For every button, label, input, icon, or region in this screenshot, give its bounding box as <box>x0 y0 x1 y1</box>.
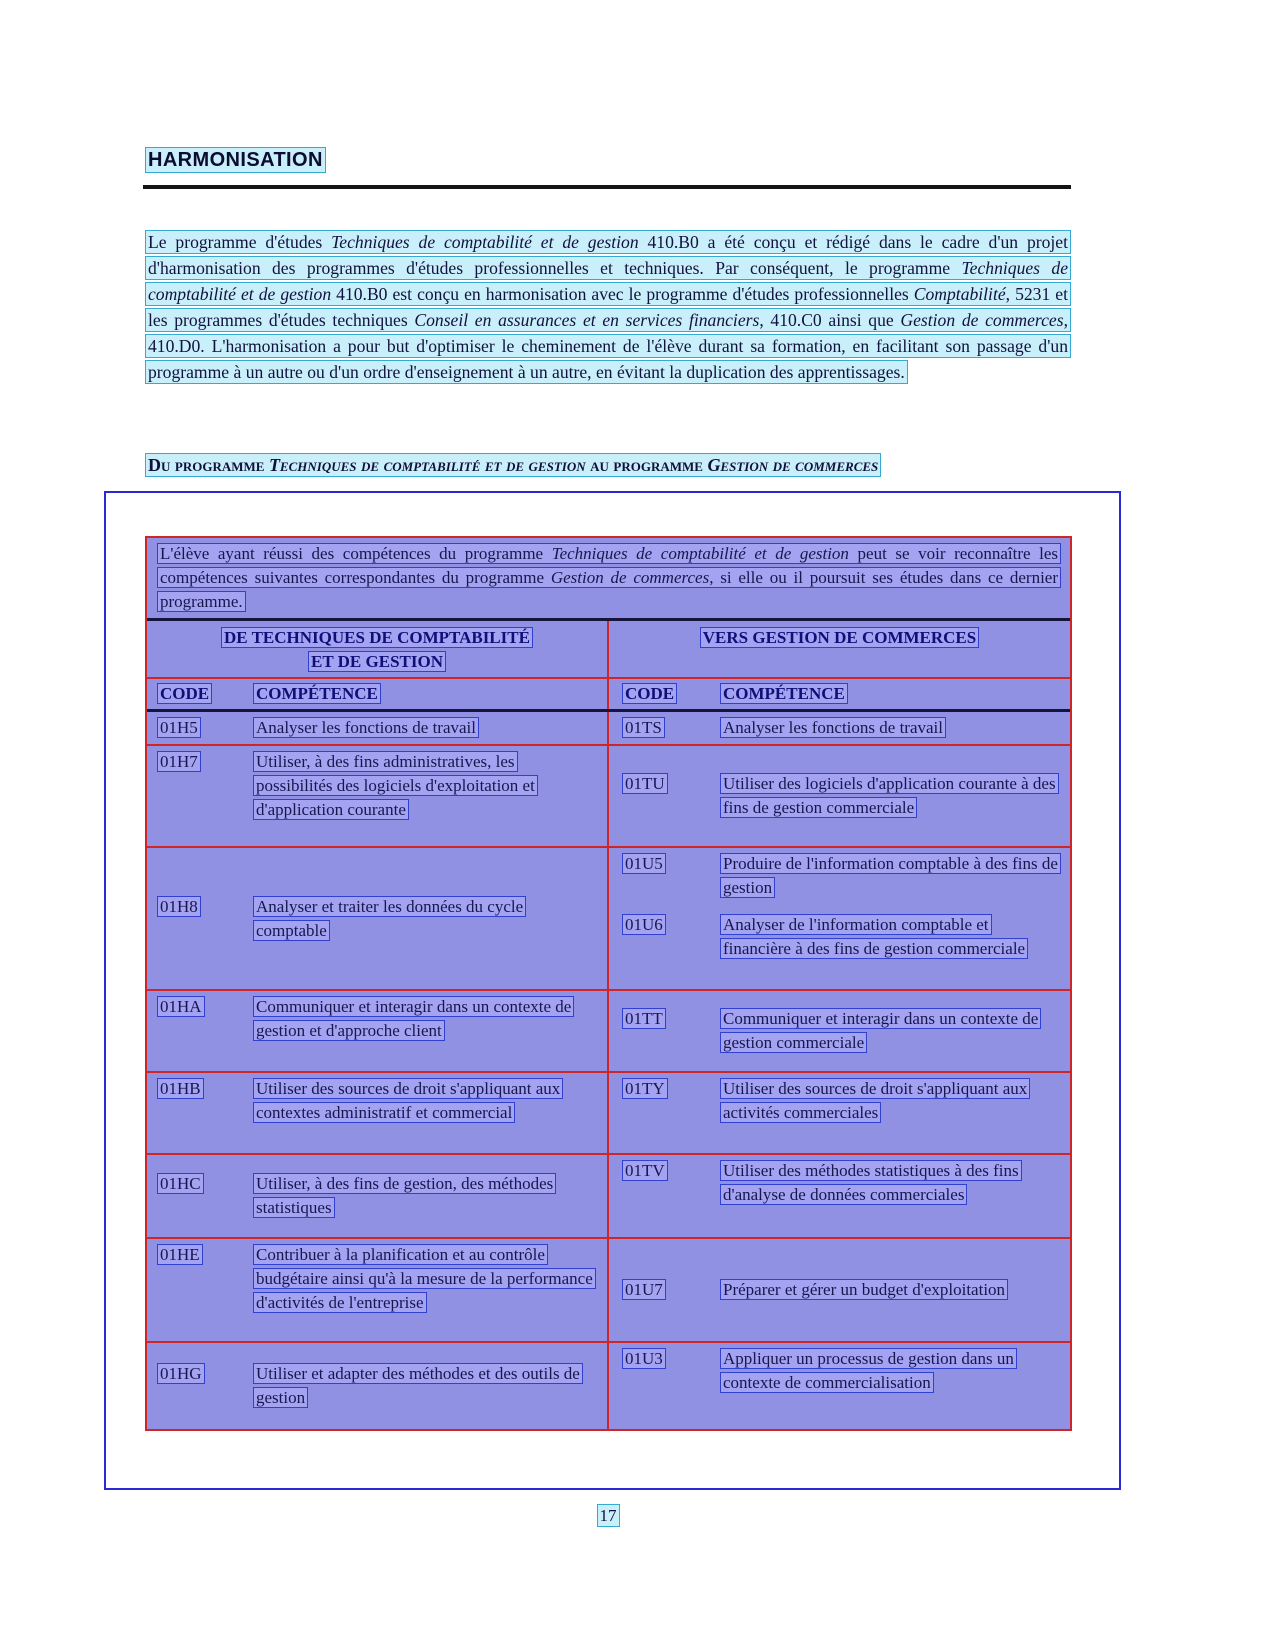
competency-code: 01U3 <box>622 1348 666 1369</box>
table-row <box>147 991 1070 1073</box>
page-title <box>145 149 326 172</box>
left-cell <box>147 1239 607 1341</box>
left-cell <box>147 1073 607 1153</box>
competency-code: 01HE <box>157 1244 203 1265</box>
left-cell <box>147 991 607 1071</box>
competency-code: 01TY <box>622 1078 668 1099</box>
competency-text: Contribuer à la planification et au contrôle budgétaire ainsi qu'à la mesure de la performance d'activités de l'entreprise <box>253 1244 596 1313</box>
competency-table <box>145 536 1072 1431</box>
competency-text: Utiliser des sources de droit s'appliquant aux contextes administratif et commercial <box>253 1078 563 1123</box>
competency-text: Utiliser, à des fins administratives, les possibilités des logiciels d'exploitation et d'application courante <box>253 751 538 820</box>
competency-text: Préparer et gérer un budget d'exploitation <box>720 1279 1008 1300</box>
right-cell <box>607 1073 1070 1153</box>
competence-header: COMPÉTENCE <box>720 683 848 704</box>
right-cell <box>607 746 1070 846</box>
table-column-headers <box>147 621 1070 679</box>
left-column-header-line1: DE TECHNIQUES DE COMPTABILITÉ <box>221 627 533 648</box>
competency-code: 01TU <box>622 773 668 794</box>
left-cell <box>147 848 607 989</box>
competency-text: Analyser et traiter les données du cycle comptable <box>253 896 526 941</box>
page-number <box>145 1506 1071 1526</box>
competency-code: 01HA <box>157 996 205 1017</box>
competency-code: 01U5 <box>622 853 666 874</box>
left-cell <box>147 746 607 846</box>
intro-paragraph <box>145 229 1071 385</box>
competency-code: 01HB <box>157 1078 204 1099</box>
competency-text: Analyser les fonctions de travail <box>253 717 479 738</box>
right-column-header <box>607 621 1070 677</box>
left-column-header-line2: ET DE GESTION <box>308 651 446 672</box>
right-cell <box>607 848 1070 989</box>
competency-code: 01H7 <box>157 751 201 772</box>
section-heading <box>145 451 1071 479</box>
right-subheader <box>607 679 1070 709</box>
section-heading-text: Du programme Techniques de comptabilité et de gestion au programme Gestion de commerces <box>145 453 881 477</box>
competency-text: Utiliser, à des fins de gestion, des méthodes statistiques <box>253 1173 556 1218</box>
competency-code: 01TV <box>622 1160 668 1181</box>
table-row <box>147 712 1070 746</box>
right-cell <box>607 1155 1070 1237</box>
competency-text: Appliquer un processus de gestion dans un contexte de commercialisation <box>720 1348 1017 1393</box>
right-cell <box>607 712 1070 744</box>
competency-text: Communiquer et interagir dans un contexte de gestion commerciale <box>720 1008 1041 1053</box>
table-row <box>147 848 1070 991</box>
code-header: CODE <box>622 683 677 704</box>
competency-text: Utiliser des méthodes statistiques à des fins d'analyse de données commerciales <box>720 1160 1022 1205</box>
table-row <box>147 1343 1070 1429</box>
competency-text: Utiliser des logiciels d'application courante à des fins de gestion commerciale <box>720 773 1059 818</box>
right-column-header-text: VERS GESTION DE COMMERCES <box>700 627 979 648</box>
competency-text: Utiliser et adapter des méthodes et des outils de gestion <box>253 1363 583 1408</box>
table-intro-text: L'élève ayant réussi des compétences du programme Techniques de comptabilité et de gestion peut se voir reconnaître les compétences suivantes correspondantes du programme Gestion de commerces, si elle ou il poursuit ses études dans ce dernier programme. <box>157 543 1061 612</box>
table-subheader <box>147 679 1070 712</box>
table-row <box>147 746 1070 848</box>
right-cell <box>607 991 1070 1071</box>
right-cell <box>607 1343 1070 1429</box>
competence-header: COMPÉTENCE <box>253 683 381 704</box>
code-header: CODE <box>157 683 212 704</box>
table-row <box>147 1239 1070 1343</box>
left-column-header <box>147 621 607 677</box>
competency-text: Utiliser des sources de droit s'appliquant aux activités commerciales <box>720 1078 1030 1123</box>
competency-code: 01HG <box>157 1363 205 1384</box>
competency-code: 01HC <box>157 1173 204 1194</box>
competency-text: Produire de l'information comptable à des fins de gestion <box>720 853 1061 898</box>
competency-code: 01TS <box>622 717 665 738</box>
table-row <box>147 1073 1070 1155</box>
table-row <box>147 1155 1070 1239</box>
competency-text: Analyser les fonctions de travail <box>720 717 946 738</box>
table-intro <box>147 538 1070 621</box>
competency-code: 01H8 <box>157 896 201 917</box>
competency-text: Analyser de l'information comptable et financière à des fins de gestion commerciale <box>720 914 1028 959</box>
competency-text: Communiquer et interagir dans un contexte de gestion et d'approche client <box>253 996 574 1041</box>
title-rule <box>143 185 1071 189</box>
competency-code: 01H5 <box>157 717 201 738</box>
right-cell <box>607 1239 1070 1341</box>
left-subheader <box>147 679 607 709</box>
page-number-text: 17 <box>597 1504 620 1527</box>
competency-code: 01U7 <box>622 1279 666 1300</box>
competency-code: 01U6 <box>622 914 666 935</box>
left-cell <box>147 712 607 744</box>
left-cell <box>147 1343 607 1429</box>
intro-paragraph-text: Le programme d'études Techniques de comptabilité et de gestion 410.B0 a été conçu et rédigé dans le cadre d'un projet d'harmonisation des programmes d'études professionnelles et techniques. Par conséquent, le programme Techniques de comptabilité et de gestion 410.B0 est conçu en harmonisation avec le programme d'études professionnelles Comptabilité, 5231 et les programmes d'études techniques Conseil en assurances et en services financiers, 410.C0 ainsi que Gestion de commerces, 410.D0. L'harmonisation a pour but d'optimiser le cheminement de l'élève durant sa formation, en facilitant son passage d'un programme à un autre ou d'un ordre d'enseignement à un autre, en évitant la duplication des apprentissages. <box>145 230 1071 384</box>
left-cell <box>147 1155 607 1237</box>
competency-code: 01TT <box>622 1008 666 1029</box>
page-title-text: HARMONISATION <box>145 147 326 173</box>
